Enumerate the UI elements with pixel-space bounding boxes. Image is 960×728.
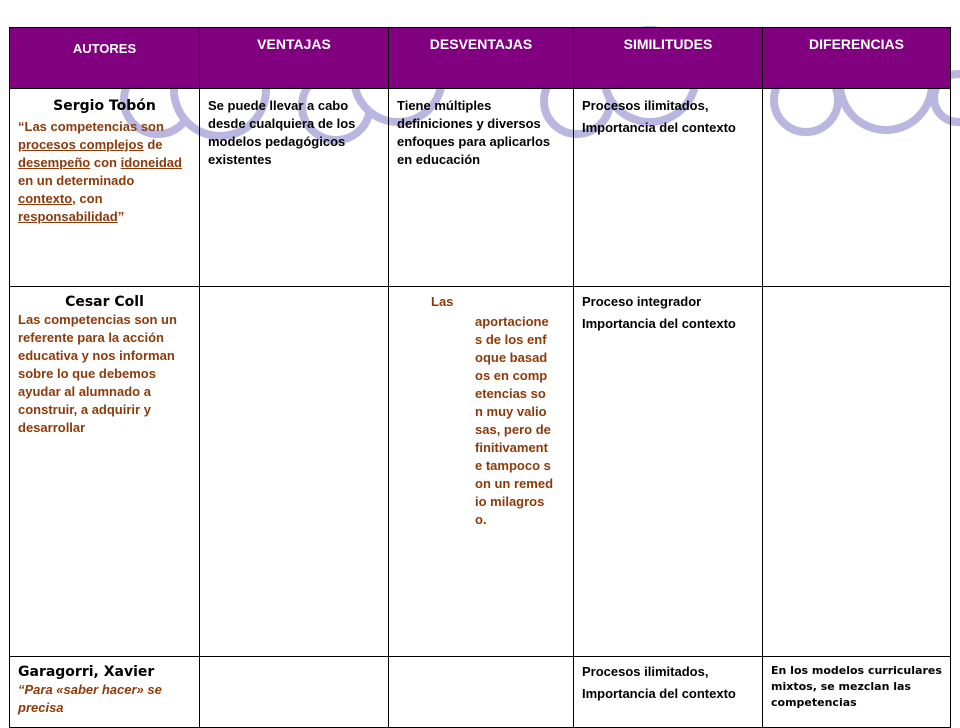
table-row [10, 89, 951, 287]
header-autores: AUTORES [10, 28, 200, 89]
similitudes-cell: Procesos ilimitados, Importancia del contexto [574, 657, 763, 728]
ventajas-cell [200, 657, 389, 728]
diferencias-cell [763, 89, 951, 287]
header-diferencias: DIFERENCIAS [763, 28, 951, 89]
header-similitudes: SIMILITUDES [574, 28, 763, 89]
desventajas-cell: Las aportaciones de los enfoque basados en competencias son muy valiosas, pero definitivamente tampoco son un remedio milagroso. [389, 287, 574, 657]
comparison-table [9, 27, 951, 728]
author-cell [10, 287, 200, 657]
similitudes-cell: Proceso integrador Importancia del contexto [574, 287, 763, 657]
author-quote: “Para «saber hacer» se precisa [18, 682, 162, 715]
table-header-row [10, 28, 951, 89]
table-row [10, 657, 951, 728]
header-ventajas: VENTAJAS [200, 28, 389, 89]
author-name: Garagorri, Xavier [18, 664, 155, 680]
author-name: Sergio Tobón [53, 98, 156, 114]
table-row [10, 287, 951, 657]
ventajas-cell [200, 287, 389, 657]
author-cell [10, 657, 200, 728]
author-quote: Las competencias son un referente para la acción educativa y nos informan sobre lo que debemos ayudar al alumnado a construir, a adquirir y desarrollar [18, 312, 177, 435]
desventajas-cell: Tiene múltiples definiciones y diversos enfoques para aplicarlos en educación [389, 89, 574, 287]
author-name: Cesar Coll [65, 294, 144, 310]
diferencias-cell [763, 287, 951, 657]
ventajas-cell: Se puede llevar a cabo desde cualquiera de los modelos pedagógicos existentes [200, 89, 389, 287]
author-cell [10, 89, 200, 287]
desventajas-cell [389, 657, 574, 728]
author-quote: “Las competencias son procesos complejos de desempeño con idoneidad en un determinado contexto, con responsabilidad” [18, 119, 182, 224]
diferencias-cell: En los modelos curriculares mixtos, se mezclan las competencias [763, 657, 951, 728]
similitudes-cell: Procesos ilimitados, Importancia del contexto [574, 89, 763, 287]
header-desventajas: DESVENTAJAS [389, 28, 574, 89]
